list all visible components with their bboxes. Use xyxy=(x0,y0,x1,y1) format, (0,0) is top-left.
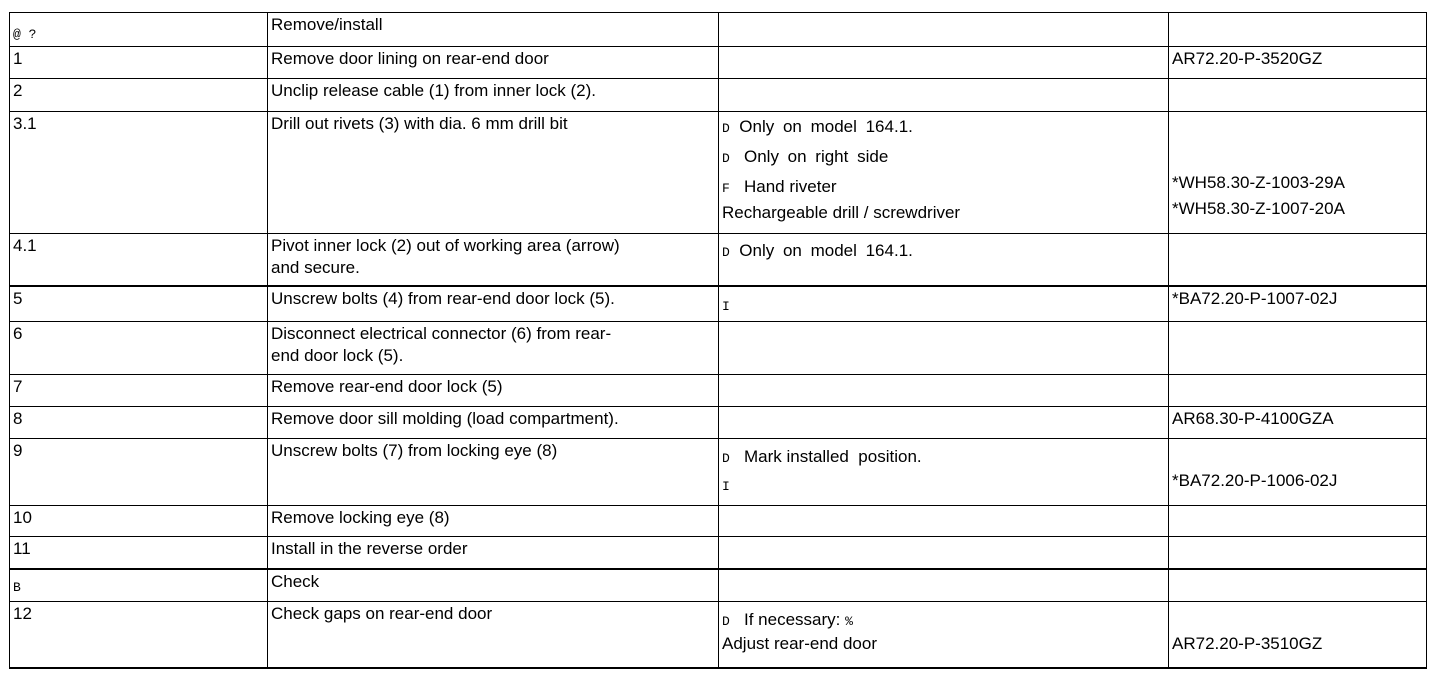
step-notes xyxy=(719,537,1169,569)
step-number: B xyxy=(10,569,268,602)
table-row xyxy=(10,537,1427,569)
step-ref: *BA72.20-P-1006-02J xyxy=(1169,439,1427,506)
step-number: 12 xyxy=(10,602,268,668)
note-line xyxy=(722,116,1165,146)
step-number: 5 xyxy=(10,286,268,322)
step-ref xyxy=(1169,537,1427,569)
table-row xyxy=(10,47,1427,79)
step-number: 9 xyxy=(10,439,268,506)
step-notes xyxy=(719,112,1169,234)
note-symbol: D xyxy=(722,121,730,136)
step-ref xyxy=(1169,375,1427,407)
step-text: Unscrew bolts (4) from rear-end door lock (5). xyxy=(268,286,719,322)
note-symbol: I xyxy=(722,298,730,314)
note-line xyxy=(722,202,1165,224)
step-ref xyxy=(1169,79,1427,112)
step-ref xyxy=(1169,112,1427,234)
step-text: Check gaps on rear-end door xyxy=(268,602,719,668)
step-text: Drill out rivets (3) with dia. 6 mm drill bit xyxy=(268,112,719,234)
step-text: Remove rear-end door lock (5) xyxy=(268,375,719,407)
step-text: Remove door sill molding (load compartment). xyxy=(268,407,719,439)
note-symbol: I xyxy=(722,479,730,494)
step-text: Unclip release cable (1) from inner lock (2). xyxy=(268,79,719,112)
step-ref xyxy=(1169,234,1427,286)
step-ref: *BA72.20-P-1007-02J xyxy=(1169,286,1427,322)
header-symbols: @ ? xyxy=(10,13,268,47)
note-symbol: D xyxy=(722,245,730,260)
note-suffix: % xyxy=(845,614,853,629)
table-row xyxy=(10,569,1427,602)
step-ref: AR72.20-P-3510GZ xyxy=(1169,602,1427,668)
step-notes xyxy=(719,569,1169,602)
step-number: 2 xyxy=(10,79,268,112)
note-line xyxy=(722,633,1165,655)
ref-line: *WH58.30-Z-1003-29A xyxy=(1172,173,1345,192)
step-text: Disconnect electrical connector (6) from rear- end door lock (5). xyxy=(268,322,719,375)
step-number: 3.1 xyxy=(10,112,268,234)
table-row xyxy=(10,286,1427,322)
header-refs xyxy=(1169,13,1427,47)
table-row xyxy=(10,234,1427,286)
note-line xyxy=(722,609,1165,633)
note-text: Only on right side xyxy=(743,147,889,166)
step-ref xyxy=(1169,506,1427,537)
note-line xyxy=(722,240,1165,264)
step-notes xyxy=(719,375,1169,407)
header-title: Remove/install xyxy=(268,13,719,47)
table-row xyxy=(10,506,1427,537)
note-symbol: D xyxy=(722,614,730,629)
step-text: Install in the reverse order xyxy=(268,537,719,569)
step-ref xyxy=(1169,322,1427,375)
step-notes xyxy=(719,322,1169,375)
step-ref: AR68.30-P-4100GZA xyxy=(1169,407,1427,439)
table-row xyxy=(10,112,1427,234)
step-number: 1 xyxy=(10,47,268,79)
step-number: 4.1 xyxy=(10,234,268,286)
step-notes xyxy=(719,407,1169,439)
table-row xyxy=(10,375,1427,407)
table-row xyxy=(10,79,1427,112)
step-text: Unscrew bolts (7) from locking eye (8) xyxy=(268,439,719,506)
step-notes xyxy=(719,234,1169,286)
note-line xyxy=(722,146,1165,176)
note-text: Adjust rear-end door xyxy=(722,634,877,653)
note-line xyxy=(722,176,1165,202)
table-row xyxy=(10,602,1427,668)
table-row xyxy=(10,322,1427,375)
step-ref: AR72.20-P-3520GZ xyxy=(1169,47,1427,79)
step-notes xyxy=(719,439,1169,506)
step-notes xyxy=(719,602,1169,668)
note-symbol: D xyxy=(722,151,730,166)
note-symbol: F xyxy=(722,181,730,196)
note-line xyxy=(722,474,1165,498)
step-number: 7 xyxy=(10,375,268,407)
table-header-row xyxy=(10,13,1427,47)
note-line xyxy=(722,446,1165,474)
header-notes xyxy=(719,13,1169,47)
step-notes xyxy=(719,506,1169,537)
table-row xyxy=(10,407,1427,439)
procedure-table xyxy=(9,12,1427,669)
step-text: Remove locking eye (8) xyxy=(268,506,719,537)
note-symbol: D xyxy=(722,451,730,466)
step-text: Check xyxy=(268,569,719,602)
note-text: Only on model 164.1. xyxy=(739,117,913,136)
step-number: 10 xyxy=(10,506,268,537)
step-text: Remove door lining on rear-end door xyxy=(268,47,719,79)
step-number: 6 xyxy=(10,322,268,375)
note-text: If necessary: xyxy=(743,610,841,629)
note-text: Hand riveter xyxy=(743,177,837,196)
step-notes xyxy=(719,79,1169,112)
step-notes xyxy=(719,47,1169,79)
note-text: Mark installed position. xyxy=(743,447,922,466)
note-text: Rechargeable drill / screwdriver xyxy=(722,203,961,222)
step-text: Pivot inner lock (2) out of working area (arrow) and secure. xyxy=(268,234,719,286)
note-text: Only on model 164.1. xyxy=(739,241,913,260)
step-notes xyxy=(719,286,1169,322)
table-row xyxy=(10,439,1427,506)
step-ref xyxy=(1169,569,1427,602)
step-number: 8 xyxy=(10,407,268,439)
ref-line: *WH58.30-Z-1007-20A xyxy=(1172,199,1345,218)
step-number: 11 xyxy=(10,537,268,569)
